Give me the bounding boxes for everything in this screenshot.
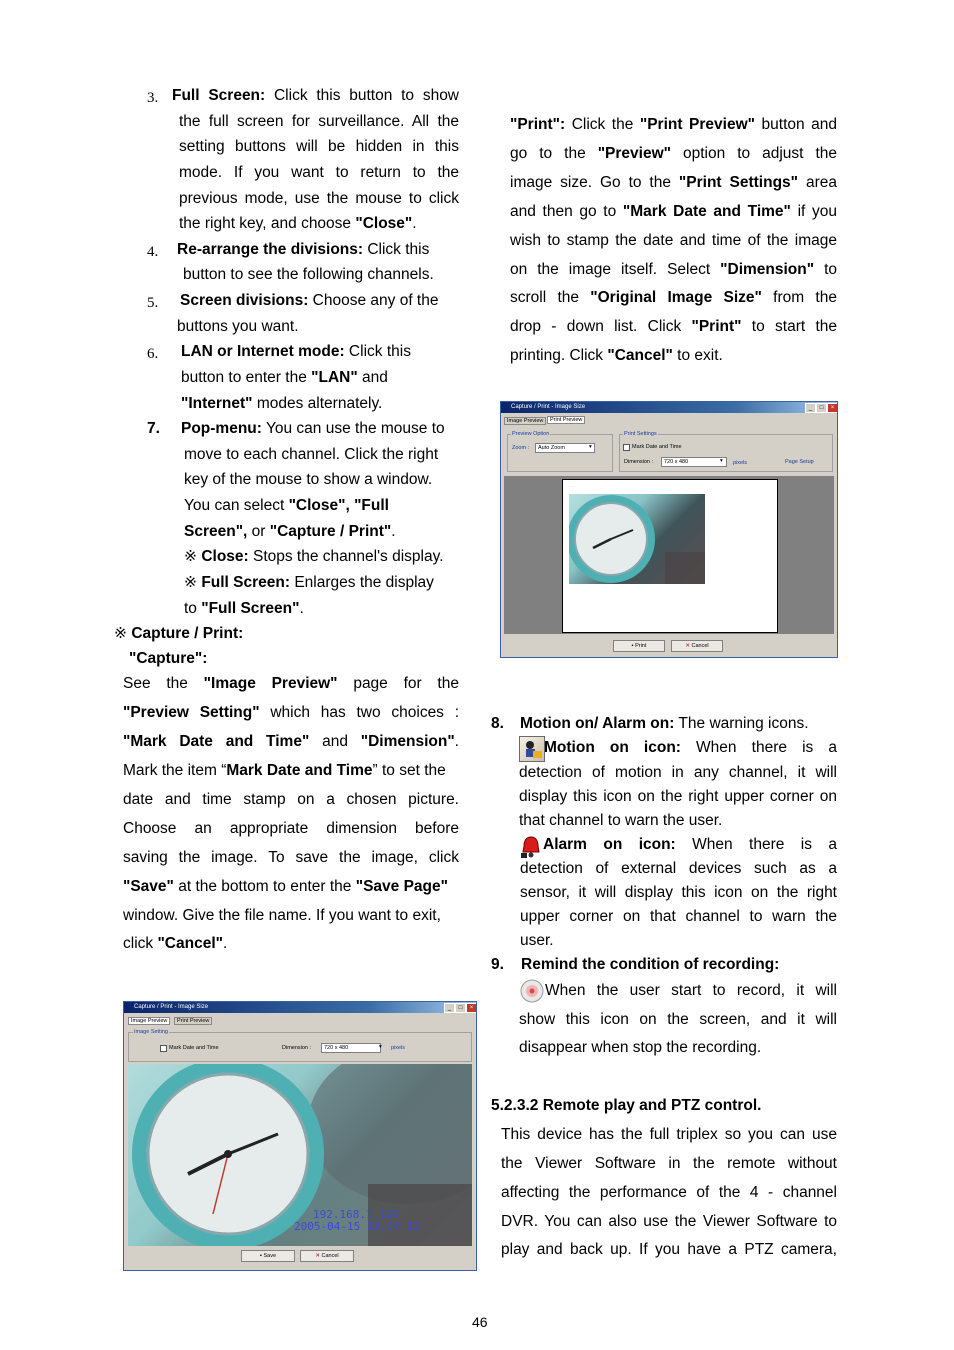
zoom-select[interactable]: Auto Zoom <box>535 443 595 453</box>
preview-area <box>504 476 834 634</box>
minimize-icon[interactable]: _ <box>444 1003 455 1013</box>
dialog-title: Capture / Print - Image Size <box>501 402 837 413</box>
close-icon[interactable]: × <box>466 1003 477 1013</box>
chevron-down-icon[interactable]: ▾ <box>379 1044 382 1050</box>
time-stamp: 2005-04-15 13:37:12 <box>294 1220 420 1233</box>
tab-print-preview[interactable]: Print Preview <box>547 416 585 424</box>
preview-option-group <box>507 434 613 472</box>
ip-stamp: 192.168.1.189 <box>313 1208 400 1221</box>
print-button[interactable]: ▪ Print <box>613 640 665 652</box>
cancel-button[interactable]: ✕ Cancel <box>300 1250 354 1262</box>
page-number: 46 <box>472 1314 488 1330</box>
maximize-icon[interactable]: □ <box>816 403 827 413</box>
record-icon <box>520 979 544 1003</box>
mark-date-time-checkbox[interactable] <box>160 1045 167 1052</box>
motion-icon <box>519 736 545 762</box>
dimension-select[interactable]: 720 x 480 <box>661 457 727 467</box>
page-setup-button[interactable]: Page Setup <box>785 459 814 465</box>
alarm-icon <box>519 835 543 859</box>
chevron-down-icon[interactable]: ▾ <box>720 458 723 464</box>
reference-mark-icon: ※ <box>184 574 197 591</box>
mark-date-time-checkbox[interactable] <box>623 444 630 451</box>
dimension-select[interactable]: 720 x 480 <box>321 1043 381 1053</box>
cancel-icon: ✕ <box>315 1253 320 1259</box>
floppy-icon: ▪ <box>259 1253 262 1259</box>
tab-image-preview[interactable]: Image Preview <box>128 1017 170 1025</box>
capture-dialog-screenshot: Capture / Print - Image Size _ □ × Image Preview Print Preview Image Setting Mark Date and Time Dimension : 720 x 480 ▾ pixels 192.168.1.189 2005-04-15 13:37:12 ▪ Save ✕ Cancel <box>123 1001 477 1271</box>
maximize-icon[interactable]: □ <box>455 1003 466 1013</box>
cancel-icon: ✕ <box>685 643 690 649</box>
reference-mark-icon: ※ <box>184 548 197 565</box>
section-heading: 5.2.3.2 Remote play and PTZ control. <box>491 1097 762 1114</box>
clock-preview-image <box>128 1064 472 1246</box>
clock-photo-icon <box>128 1064 472 1246</box>
chevron-down-icon[interactable]: ▾ <box>589 444 592 450</box>
save-button[interactable]: ▪ Save <box>241 1250 295 1262</box>
reference-mark-icon: ※ <box>114 625 127 642</box>
cancel-button[interactable]: ✕ Cancel <box>671 640 723 652</box>
minimize-icon[interactable]: _ <box>805 403 816 413</box>
print-dialog-screenshot: Capture / Print - Image Size _ □ × Image Preview Print Preview Preview Option Zoom : Auto Zoom ▾ Print Settings Mark Date and Time Dimension : 720 x 480 ▾ pixels Page Setup ····· ▪ Print ✕ Cancel <box>500 401 838 658</box>
clock-preview-image <box>569 494 705 584</box>
clock-photo-icon <box>569 494 705 584</box>
printer-icon: ▪ <box>631 643 634 649</box>
dialog-title: Capture / Print - Image Size <box>124 1002 476 1013</box>
tab-image-preview[interactable]: Image Preview <box>504 417 546 425</box>
tab-print-preview[interactable]: Print Preview <box>174 1017 212 1025</box>
paper-sheet: ····· <box>562 479 778 633</box>
close-icon[interactable]: × <box>827 403 838 413</box>
